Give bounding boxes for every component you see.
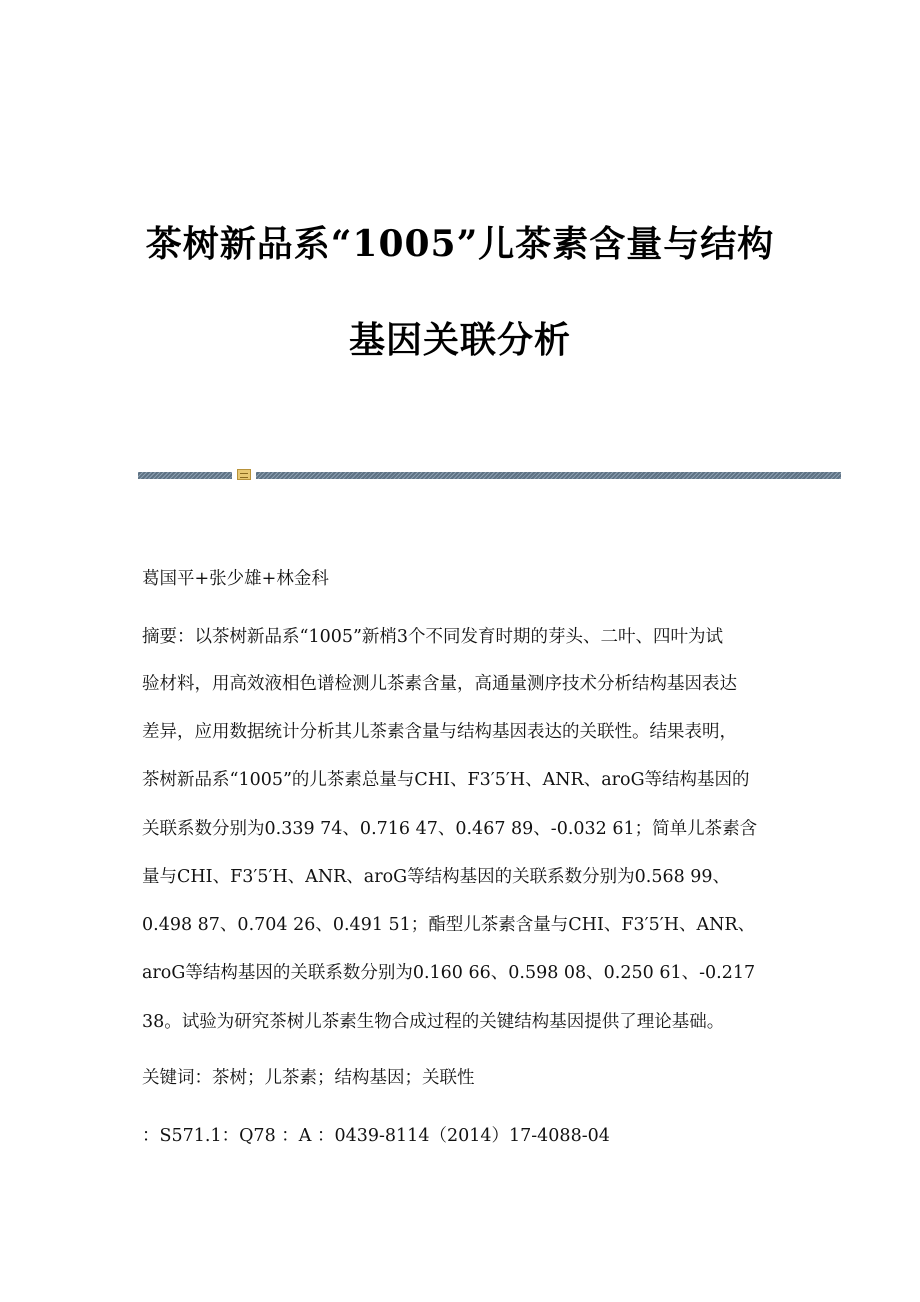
page-title-line-2: 基因关联分析 bbox=[348, 319, 571, 361]
abstract-line: aroG等结构基因的关联系数分别为0.160 66、0.598 08、0.250 61、-0.217 bbox=[142, 963, 756, 983]
abstract-line: 差异，应用数据统计分析其儿茶素含量与结构基因表达的关联性。结果表明， bbox=[142, 722, 737, 742]
abstract-line: 0.498 87、0.704 26、0.491 51；酯型儿茶素含量与CHI、F3′5′H、ANR、 bbox=[142, 915, 756, 935]
classification-line: ：S571.1：Q78 ：A ：0439-8114（2014）17-4088-04 bbox=[142, 1126, 610, 1146]
page-title-line-1: 茶树新品系“1005”儿茶素含量与结构 bbox=[145, 223, 775, 265]
abstract-line: 量与CHI、F3′5′H、ANR、aroG等结构基因的关联系数分别为0.568 99、 bbox=[142, 867, 731, 887]
divider-bar-right bbox=[256, 472, 841, 479]
abstract-line: 验材料，用高效液相色谱检测儿茶素含量，高通量测序技术分析结构基因表达 bbox=[142, 674, 737, 694]
abstract-line: 摘要：以茶树新品系“1005”新梢3个不同发育时期的芽头、二叶、四叶为试 bbox=[142, 627, 724, 647]
title-divider bbox=[138, 469, 841, 481]
divider-ornament-icon bbox=[237, 469, 251, 480]
abstract-line: 茶树新品系“1005”的儿茶素总量与CHI、F3′5′H、ANR、aroG等结构基因的 bbox=[142, 770, 750, 790]
author-line: 葛国平+张少雄+林金科 bbox=[142, 569, 329, 589]
abstract-line: 38。试验为研究茶树儿茶素生物合成过程的关键结构基因提供了理论基础。 bbox=[142, 1012, 725, 1032]
divider-bar-left bbox=[138, 472, 232, 479]
abstract-line: 关联系数分别为0.339 74、0.716 47、0.467 89、-0.032 61；简单儿茶素含 bbox=[142, 819, 758, 839]
keywords-line: 关键词：茶树；儿茶素；结构基因；关联性 bbox=[142, 1068, 475, 1088]
